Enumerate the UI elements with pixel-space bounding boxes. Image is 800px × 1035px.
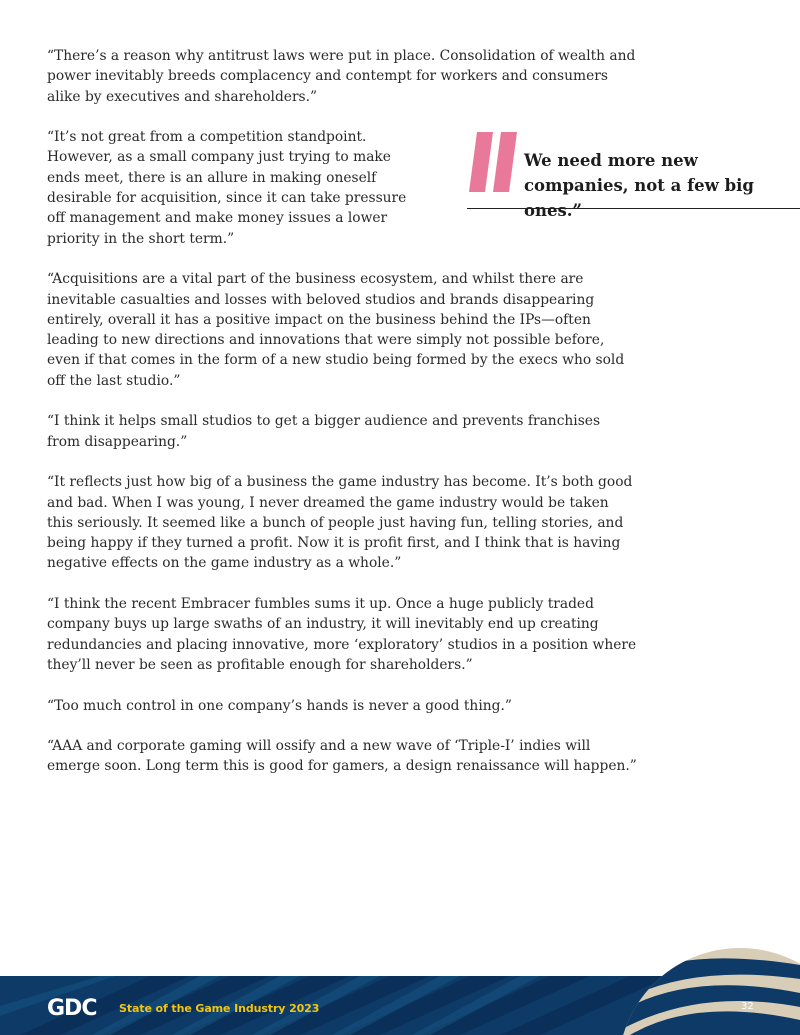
quote-paragraph: “I think it helps small studios to get a bigger audience and prevents franchises from disappearing.” xyxy=(47,413,601,450)
pull-quote xyxy=(467,132,800,220)
quote-mark-icon xyxy=(467,132,519,192)
quote-paragraph: “It’s not great from a competition standpoint. However, as a small company just trying to make ends meet, there is an allure in making oneself desirable for acquisition, since it can take pressure off management and make money issues a lower priority in the short term.” xyxy=(47,129,407,247)
page-number: 32 xyxy=(741,1001,754,1012)
quote-paragraph: “Too much control in one company’s hands is never a good thing.” xyxy=(47,697,512,714)
pull-quote-text: We need more new companies, not a few big ones.” xyxy=(524,151,754,220)
quote-paragraph: “It reflects just how big of a business the game industry has become. It’s both good and bad. When I was young, I never dreamed the game industry would be taken this seriously. It seemed like a bunch of people just having fun, telling stories, and being happy if they turned a profit. Now it is profit first, and I think that is having negative effects on the game industry as a whole.” xyxy=(47,474,633,572)
quote-paragraph: “I think the recent Embracer fumbles sums it up. Once a huge publicly traded company buys up large swaths of an industry, it will inevitably end up creating redundancies and placing innovative, more ‘exploratory’ studios in a position where they’ll never be seen as profitable enough for shareholders.” xyxy=(47,596,637,673)
striped-sphere-graphic xyxy=(615,945,800,1035)
footer-title: State of the Game Industry 2023 xyxy=(119,1002,320,1015)
quote-paragraph: “AAA and corporate gaming will ossify and a new wave of ‘Triple-I’ indies will emerge soon. Long term this is good for gamers, a design renaissance will happen.” xyxy=(47,738,637,775)
quote-paragraph: “Acquisitions are a vital part of the business ecosystem, and whilst there are inevitable casualties and losses with beloved studios and brands disappearing entirely, overall it has a positive impact on the business behind the IPs—often leading to new directions and innovations that were simply not possible before, even if that comes in the form of a new studio being formed by the execs who sold off the last studio.” xyxy=(47,271,625,389)
quote-paragraph: “There’s a reason why antitrust laws were put in place. Consolidation of wealth and power inevitably breeds complacency and contempt for workers and consumers alike by executives and shareholders.” xyxy=(47,48,636,105)
gdc-logo xyxy=(47,995,105,1019)
svg-text:GDC: GDC xyxy=(47,996,97,1019)
